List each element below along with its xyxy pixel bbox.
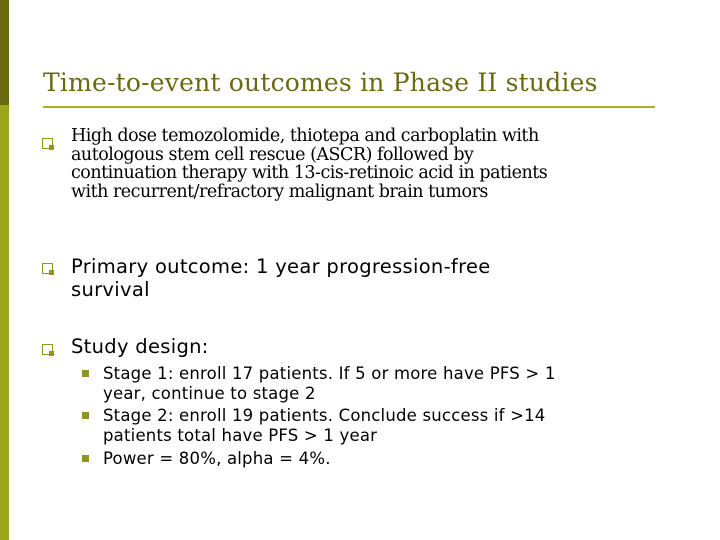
- sub-bullet-icon: [82, 455, 89, 462]
- bullet-primary-outcome-line-2: survival: [71, 278, 150, 301]
- bullet-treatment-line-1: High dose temozolomide, thiotepa and carboplatin with: [71, 126, 539, 146]
- sub-bullet-icon: [82, 370, 89, 377]
- sub-bullet-stage-1-line-1: Stage 1: enroll 17 patients. If 5 or more have PFS > 1: [103, 364, 556, 383]
- bullet-primary-outcome-line-1: Primary outcome: 1 year progression-free: [71, 255, 491, 278]
- sub-bullet-stage-2-line-2: patients total have PFS > 1 year: [103, 426, 378, 445]
- bullet-treatment: [71, 127, 547, 201]
- bullet-treatment-line-3: continuation therapy with 13-cis-retinoic acid in patients: [71, 163, 548, 183]
- bullet-treatment-line-2: autologous stem cell rescue (ASCR) followed by: [71, 144, 474, 165]
- square-bullet-icon: [42, 138, 53, 149]
- bullet-primary-outcome: [71, 255, 491, 301]
- sub-bullet-stage-2: [103, 406, 546, 446]
- sub-bullet-power: [103, 449, 331, 469]
- slide-title: Time-to-event outcomes in Phase II studies: [43, 68, 598, 97]
- bullet-treatment-line-4: with recurrent/refractory malignant brain tumors: [71, 181, 488, 202]
- bullet-study-design-line-1: Study design:: [71, 335, 209, 358]
- square-bullet-icon: [42, 263, 53, 274]
- sub-bullet-icon: [82, 412, 89, 419]
- sub-bullet-power-line-1: Power = 80%, alpha = 4%.: [103, 449, 331, 468]
- bullet-study-design: [71, 335, 209, 358]
- sub-bullet-stage-1-line-2: year, continue to stage 2: [103, 384, 316, 403]
- square-bullet-icon: [42, 344, 53, 355]
- left-accent-bar: [0, 105, 9, 540]
- sub-bullet-stage-2-line-1: Stage 2: enroll 19 patients. Conclude success if >14: [103, 406, 546, 425]
- sub-bullet-stage-1: [103, 364, 556, 404]
- left-accent-bar-top: [0, 0, 9, 105]
- title-underline: [43, 106, 655, 108]
